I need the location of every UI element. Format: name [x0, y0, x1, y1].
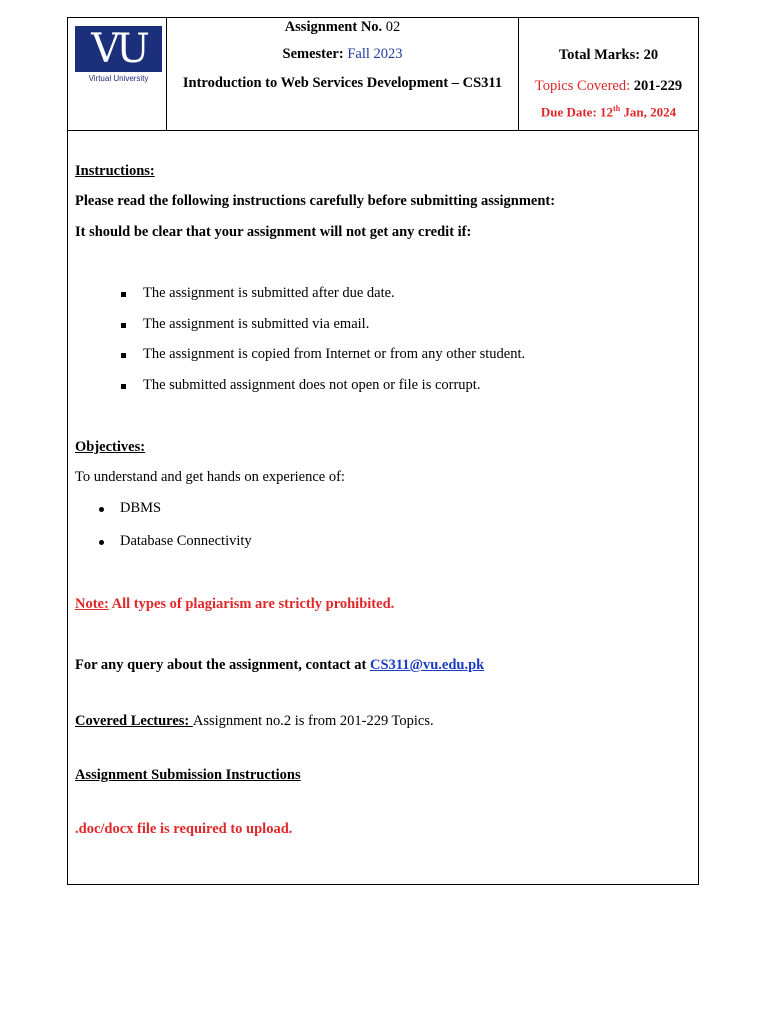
due-suffix: Jan, 2024: [620, 104, 677, 120]
instruction-item: The assignment is submitted after due date.: [143, 285, 395, 301]
semester-line: [167, 46, 518, 63]
title-cell: [167, 18, 519, 130]
document-page: [67, 17, 699, 885]
assignment-number: [167, 19, 518, 36]
instruction-item: The submitted assignment does not open or file is corrupt.: [143, 377, 481, 393]
due-date: [519, 104, 698, 120]
assignment-no-value: 02: [385, 19, 401, 35]
semester-value: Fall 2023: [347, 46, 403, 62]
instructions-heading: Instructions:: [75, 163, 155, 179]
submission-requirement: .doc/docx file is required to upload.: [75, 821, 293, 837]
objectives-intro: To understand and get hands on experience of:: [75, 469, 345, 485]
bullet-square-icon: [121, 384, 126, 389]
logo-letters: VU: [91, 26, 146, 72]
contact-email-link[interactable]: CS311@vu.edu.pk: [369, 657, 485, 673]
topics-label: Topics Covered:: [534, 78, 634, 94]
semester-label: Semester:: [282, 46, 348, 62]
bullet-square-icon: [121, 292, 126, 297]
course-title: Introduction to Web Services Development – CS311: [182, 75, 503, 91]
instruction-item: The assignment is submitted via email.: [143, 316, 370, 332]
bullet-dot-icon: [99, 540, 104, 545]
header-table: [68, 18, 698, 131]
topics-covered: [519, 78, 698, 95]
query-text: For any query about the assignment, contact at: [75, 657, 370, 673]
covered-lectures: [75, 713, 691, 730]
plagiarism-note: [75, 596, 691, 613]
instruction-item: The assignment is copied from Internet or from any other student.: [143, 346, 526, 362]
bullet-square-icon: [121, 323, 126, 328]
logo-cell: [68, 18, 167, 130]
instructions-line-1: Please read the following instructions carefully before submitting assignment:: [75, 193, 556, 209]
objective-item: DBMS: [120, 500, 162, 516]
total-marks: Total Marks: 20: [558, 47, 659, 63]
note-label: Note:: [75, 596, 109, 612]
bullet-dot-icon: [99, 507, 104, 512]
topics-value: 201-229: [633, 78, 683, 94]
due-sup: th: [613, 104, 621, 113]
bullet-square-icon: [121, 353, 126, 358]
instructions-line-2: It should be clear that your assignment will not get any credit if:: [75, 224, 472, 240]
submission-heading: Assignment Submission Instructions: [75, 767, 301, 783]
objectives-heading: Objectives:: [75, 439, 146, 455]
logo-mark: [75, 26, 162, 72]
assignment-prefix: Assignment No.: [284, 19, 386, 35]
logo-subtitle: Virtual University: [88, 74, 149, 83]
covered-label: Covered Lectures:: [75, 713, 193, 729]
objective-item: Database Connectivity: [120, 533, 252, 549]
due-prefix: Due Date: 12: [540, 104, 614, 120]
vu-logo: [75, 26, 162, 84]
note-text: All types of plagiarism are strictly prohibited.: [108, 596, 395, 612]
marks-cell: [519, 18, 698, 130]
covered-text: Assignment no.2 is from 201-229 Topics.: [192, 713, 434, 729]
query-line: [75, 657, 691, 674]
